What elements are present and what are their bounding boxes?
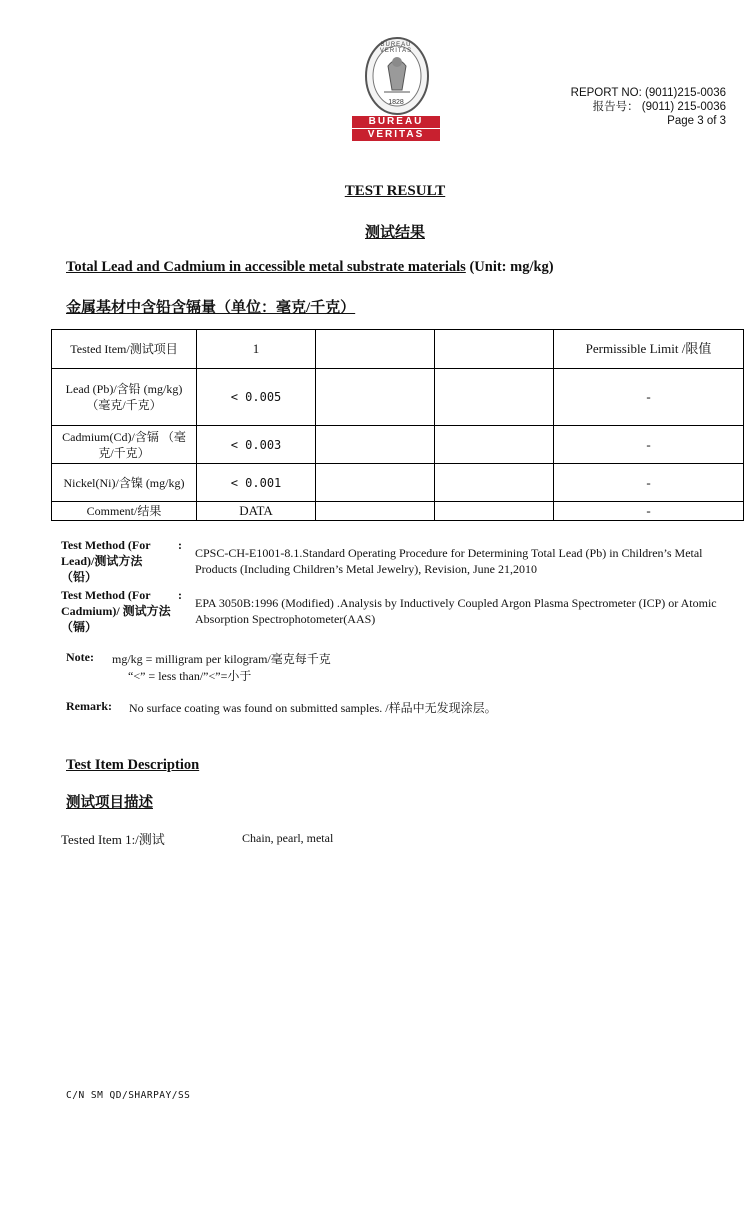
- logo-ring-text: BUREAU VERITAS: [379, 42, 413, 54]
- report-number: REPORT NO: (9011)215-0036: [570, 87, 726, 99]
- description-heading-cn: [66, 791, 153, 812]
- section-heading: [66, 259, 554, 276]
- description-heading: [66, 757, 199, 774]
- footer-code: C/N SM QD/SHARPAY/SS: [66, 1090, 191, 1101]
- description-heading-en: Test Item Description: [66, 757, 200, 773]
- page-title: [0, 183, 750, 200]
- table-row: [52, 464, 744, 502]
- row-value: [316, 369, 435, 426]
- report-info: [571, 86, 726, 128]
- section-heading-cn: [66, 296, 355, 317]
- description-heading-cn-text: 测试项目描述: [66, 795, 153, 811]
- row-value: [435, 369, 554, 426]
- row-value: DATA: [197, 502, 316, 521]
- table-row: [52, 426, 744, 464]
- row-value: [435, 464, 554, 502]
- page-title-cn: [0, 221, 750, 242]
- table-header-row: [52, 330, 744, 369]
- remark-label: Remark:: [66, 699, 112, 713]
- table-header-cell: 1: [197, 330, 316, 369]
- row-limit: -: [554, 426, 744, 464]
- page-number: Page 3 of 3: [667, 115, 726, 127]
- section-heading-cn-text: 金属基材中含铅含镉量（单位：毫克/千克）: [66, 300, 356, 316]
- row-value: < 0.005: [197, 369, 316, 426]
- tested-item-value: Chain, pearl, metal: [242, 831, 334, 845]
- row-value: [316, 502, 435, 521]
- row-value: [316, 464, 435, 502]
- method-text: EPA 3050B:1996 (Modified) .Analysis by Inductively Coupled Argon Plasma Spectrometer (ICP) or Atomic Absorption Spectrophotometer(AAS): [195, 596, 717, 626]
- note-line-1: mg/kg = milligram per kilogram/毫克每千克: [112, 652, 331, 666]
- row-label: Nickel(Ni)/含镍 (mg/kg): [52, 464, 197, 502]
- table-header-cell: [316, 330, 435, 369]
- row-limit: -: [554, 502, 744, 521]
- row-limit: -: [554, 464, 744, 502]
- row-value: [316, 426, 435, 464]
- section-heading-unit: (Unit: mg/kg): [469, 259, 554, 275]
- row-value: [435, 502, 554, 521]
- remark-text: No surface coating was found on submitted samples. /样品中无发现涂层。: [129, 701, 497, 715]
- method-colon: :: [178, 588, 182, 602]
- title-en: TEST RESULT: [344, 183, 446, 199]
- logo-band-veritas: VERITAS: [352, 129, 440, 141]
- method-label: Test Method (For Lead)/测试方法（铅）: [61, 538, 151, 584]
- row-value: < 0.001: [197, 464, 316, 502]
- row-label: Comment/结果: [52, 502, 197, 521]
- row-label: Cadmium(Cd)/含镉 （毫克/千克）: [52, 426, 197, 464]
- section-heading-en: Total Lead and Cadmium in accessible metal substrate materials: [66, 259, 466, 275]
- report-number-cn: 报告号： (9011) 215-0036: [592, 101, 726, 113]
- tested-item-label: Tested Item 1:/测试: [61, 832, 165, 847]
- results-table: [51, 329, 744, 521]
- note-label: Note:: [66, 650, 94, 664]
- title-cn: 测试结果: [364, 225, 425, 241]
- logo-band-bureau: BUREAU: [352, 116, 440, 128]
- row-label: Lead (Pb)/含铅 (mg/kg) （毫克/千克）: [52, 369, 197, 426]
- row-limit: -: [554, 369, 744, 426]
- table-row: [52, 502, 744, 521]
- note-line-2: “<” = less than/”<”=小于: [128, 669, 252, 683]
- method-text: CPSC-CH-E1001-8.1.Standard Operating Procedure for Determining Total Lead (Pb) in Children’s Metal Products (Including Children’s Metal Jewelry), Revision, June 21,2010: [195, 546, 703, 576]
- row-value: < 0.003: [197, 426, 316, 464]
- logo-year: 1828: [388, 99, 404, 106]
- table-row: [52, 369, 744, 426]
- table-header-cell: Permissible Limit /限值: [554, 330, 744, 369]
- table-header-cell: [435, 330, 554, 369]
- row-value: [435, 426, 554, 464]
- table-header-cell: Tested Item/测试项目: [52, 330, 197, 369]
- method-colon: :: [178, 538, 182, 552]
- method-label: Test Method (For Cadmium)/ 测试方法（镉）: [61, 588, 171, 634]
